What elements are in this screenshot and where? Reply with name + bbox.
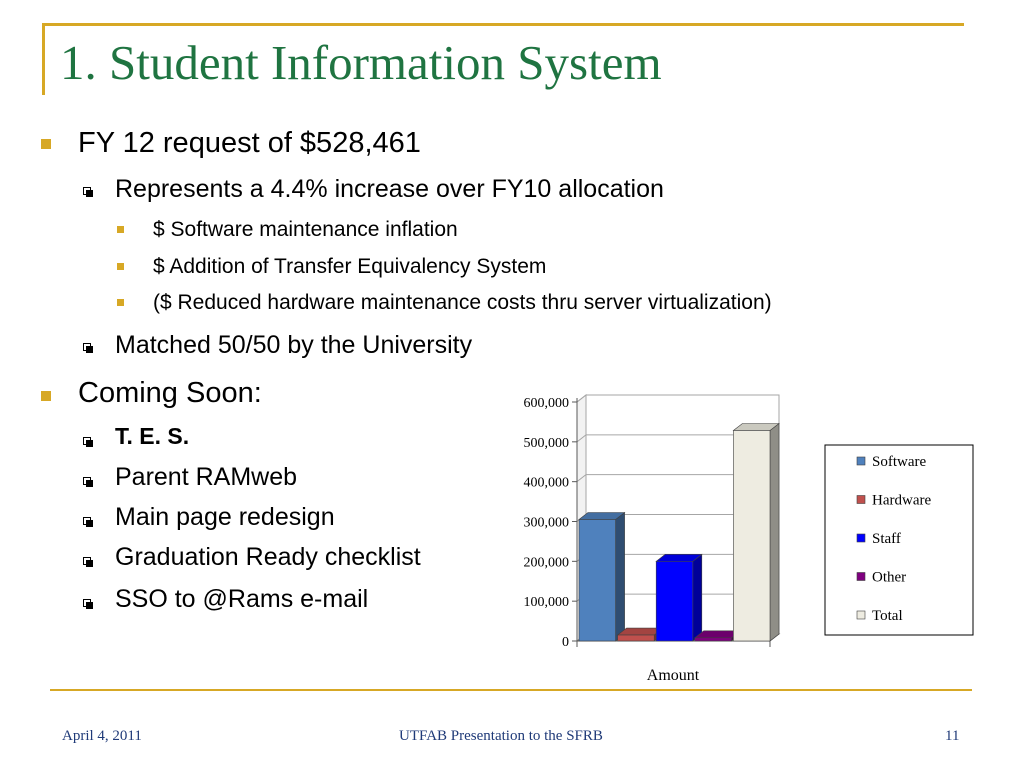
footer-date: April 4, 2011 — [62, 728, 142, 744]
bullet-increase: Represents a 4.4% increase over FY10 allocation — [115, 175, 664, 203]
legend-swatch-software — [857, 457, 865, 465]
legend-label-other: Other — [872, 569, 907, 586]
bullet-sso: SSO to @Rams e-mail — [115, 585, 369, 613]
bullet-tes: T. E. S. — [115, 423, 190, 449]
chart-y-tick-label: 400,000 — [523, 475, 569, 491]
legend-label-software: Software — [872, 454, 927, 470]
legend-swatch-hardware — [857, 496, 865, 504]
legend-swatch-staff — [857, 534, 865, 542]
bullet-transfer-system: $ Addition of Transfer Equivalency System — [153, 255, 547, 278]
legend-label-hardware: Hardware — [872, 492, 932, 509]
legend-swatch-total — [857, 611, 865, 619]
chart-y-tick-label: 0 — [562, 635, 569, 650]
bar-total-side — [770, 423, 779, 641]
bar-software-side — [616, 513, 625, 641]
bar-software — [579, 520, 616, 641]
bullet-matched: Matched 50/50 by the University — [115, 331, 473, 359]
legend-label-staff: Staff — [872, 531, 901, 547]
bar-other — [695, 638, 732, 641]
bar-staff — [656, 561, 693, 641]
page-number: 11 — [945, 728, 960, 744]
bullet-software-inflation: $ Software maintenance inflation — [153, 218, 458, 241]
bar-staff-side — [693, 554, 702, 641]
chart-y-tick-label: 300,000 — [523, 515, 569, 531]
chart-x-axis-label: Amount — [646, 667, 700, 684]
bullet-parent-ramweb: Parent RAMweb — [115, 463, 298, 491]
chart-y-tick-label: 200,000 — [523, 555, 569, 571]
legend-label-total: Total — [872, 608, 903, 624]
bullet-hardware-costs: ($ Reduced hardware maintenance costs thru server virtualization) — [153, 291, 772, 314]
footer-presentation: UTFAB Presentation to the SFRB — [399, 728, 603, 744]
legend-swatch-other — [857, 573, 865, 581]
chart-y-tick-label: 600,000 — [523, 396, 569, 411]
bullet-graduation-checklist: Graduation Ready checklist — [115, 543, 421, 571]
bullet-coming-soon: Coming Soon: — [78, 377, 262, 409]
bullet-main-page-redesign: Main page redesign — [115, 503, 335, 531]
chart-y-tick-label: 500,000 — [523, 435, 569, 451]
bar-total — [733, 430, 770, 641]
slide-title: 1. Student Information System — [60, 35, 662, 90]
bar-hardware — [618, 635, 655, 641]
bullet-fy-request: FY 12 request of $528,461 — [78, 127, 421, 159]
chart-y-tick-label: 100,000 — [523, 595, 569, 611]
